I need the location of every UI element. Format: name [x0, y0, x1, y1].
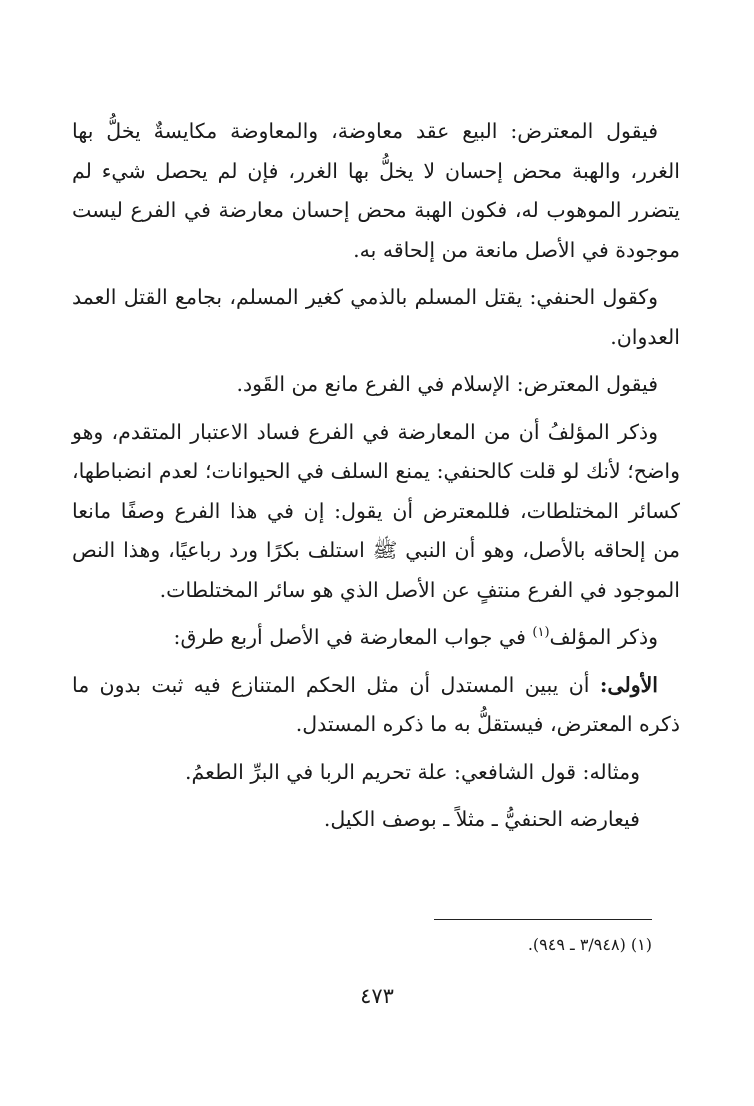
footnote-reference: (١) — [532, 625, 550, 641]
paragraph-6 — [72, 666, 680, 745]
paragraph-8: فيعارضه الحنفيُّ ـ مثلاً ـ بوصف الكيل. — [323, 807, 640, 831]
paragraph-1: فيقول المعترض: البيع عقد معاوضة، والمعاوضة مكايسةٌ يخلُّ بها الغرر، والهبة محض إحسان لا يخلُّ بها الغرر، فإن لم يحصل شيء لم يتضرر الموهوب له، فكون الهبة محض إحسان معارضة في الفرع ليست موجودة في الأصل مانعة من إلحاقه به. — [72, 119, 680, 262]
paragraph-5-start: وذكر المؤلف — [549, 625, 658, 649]
page-number: ٤٧٣ — [360, 984, 394, 1008]
paragraph-7: ومثاله: قول الشافعي: علة تحريم الربا في البرِّ الطعمُ. — [185, 759, 640, 784]
first-method-text: أن يبين المستدل أن مثل الحكم المتنازع فيه ثبت بدون ما ذكره المعترض، فيستقلُّ به ما ذكره المستدل. — [72, 672, 680, 736]
footnote-divider — [434, 919, 652, 920]
paragraph-5-end: في جواب المعارضة في الأصل أربع طرق: — [173, 625, 533, 649]
footnote: (١) (٣/٩٤٨ ـ ٩٤٩). — [527, 935, 652, 954]
first-method-label: الأولى: — [599, 672, 658, 697]
paragraph-4: وذكر المؤلفُ أن من المعارضة في الفرع فساد الاعتبار المتقدم، وهو واضح؛ لأنك لو قلت كالحنفي: يمنع السلف في الحيوانات؛ لعدم انضباطها، كسائر المختلطات، فللمعترض أن يقول: إن في هذا الفرع وصفًا مانعا من إلحاقه بالأصل، وهو أن النبي ﷺ استلف بكرًا ورد رباعيًا، وهذا النص الموجود في الفرع منتفٍ عن الأصل الذي هو سائر المختلطات. — [72, 419, 680, 602]
page-body — [72, 112, 680, 848]
paragraph-2: وكقول الحنفي: يقتل المسلم بالذمي كغير المسلم، بجامع القتل العمد العدوان. — [72, 285, 680, 349]
paragraph-5 — [72, 618, 680, 658]
paragraph-3: فيقول المعترض: الإسلام في الفرع مانع من القَود. — [236, 372, 658, 396]
